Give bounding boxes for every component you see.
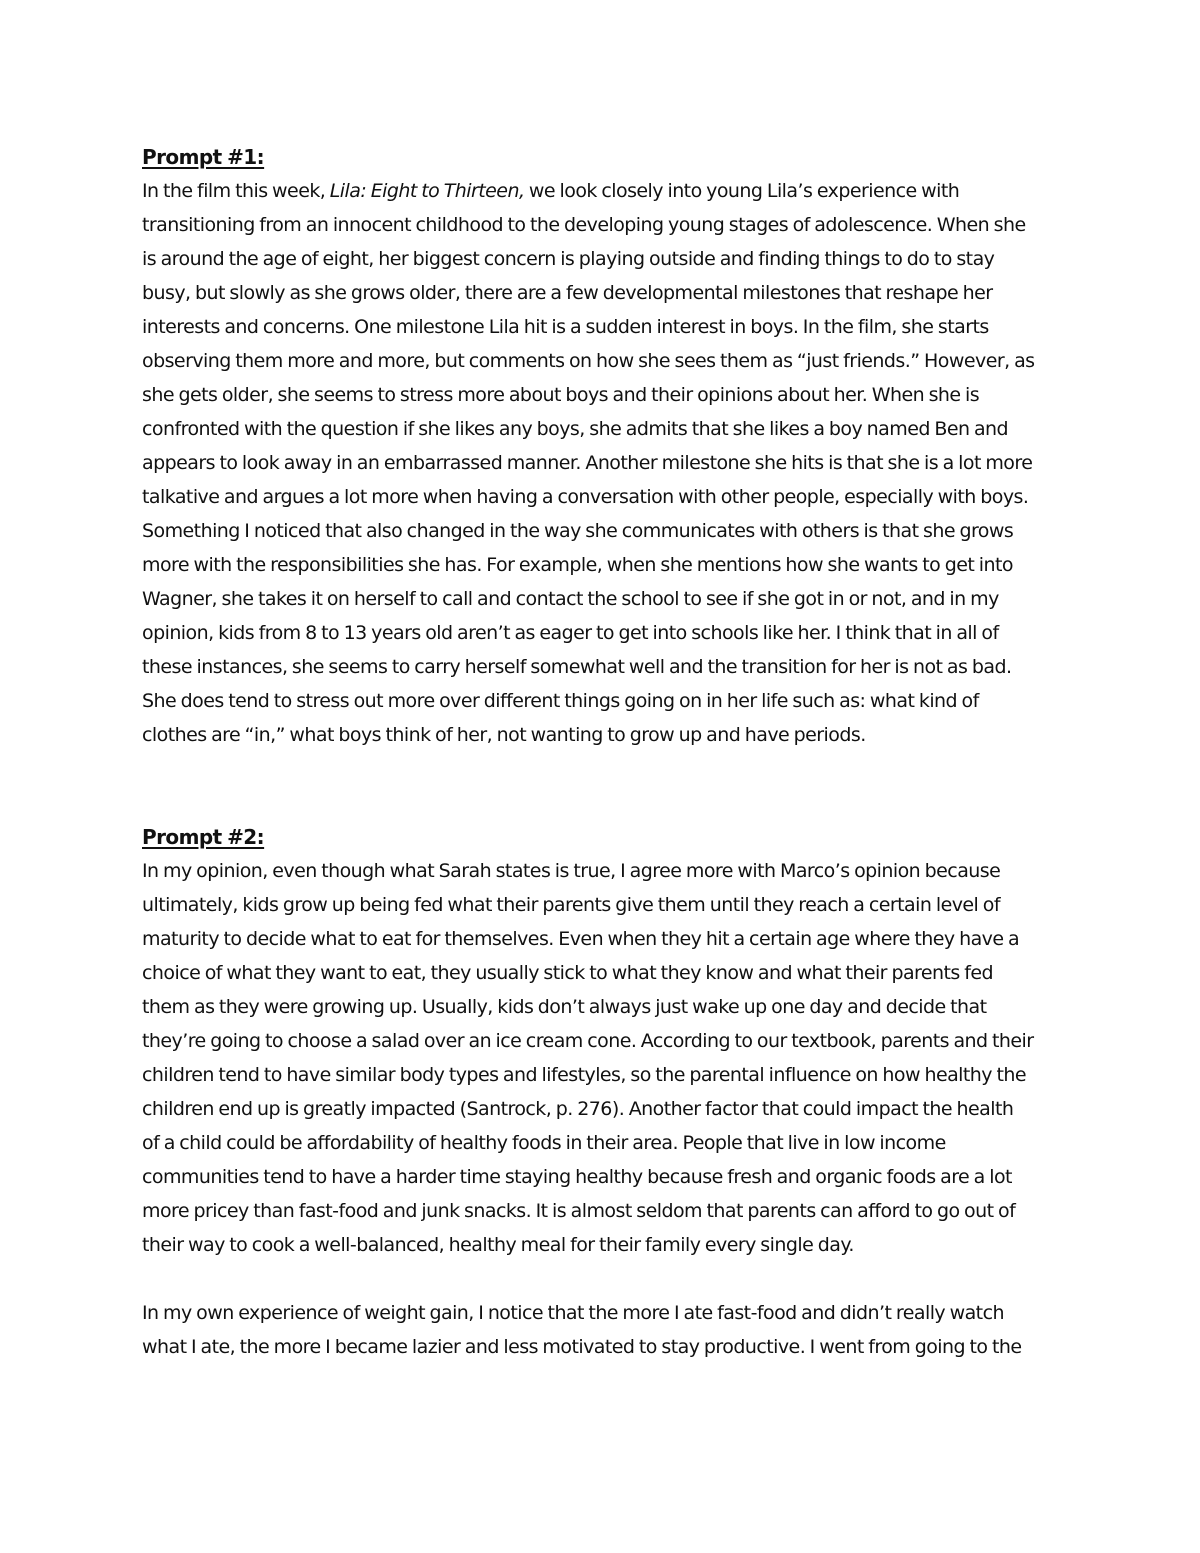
section-spacer [142, 752, 1072, 820]
paragraph-line: In my opinion, even though what Sarah states is true, I agree more with Marco’s opinion because [142, 860, 1001, 882]
paragraph-line: these instances, she seems to carry herself somewhat well and the transition for her is not as bad. [142, 656, 1012, 678]
paragraph-line: busy, but slowly as she grows older, there are a few developmental milestones that reshape her [142, 282, 993, 304]
paragraph-line: maturity to decide what to eat for themselves. Even when they hit a certain age where they have a [142, 928, 1020, 950]
paragraph-line: children end up is greatly impacted (Santrock, p. 276). Another factor that could impact the health [142, 1098, 1014, 1120]
film-title: Lila: Eight to Thirteen, [329, 180, 525, 202]
prompt-1-heading: Prompt #1: [142, 145, 265, 169]
paragraph-line: talkative and argues a lot more when having a conversation with other people, especially with boys. [142, 486, 1029, 508]
paragraph-line: them as they were growing up. Usually, kids don’t always just wake up one day and decide that [142, 996, 987, 1018]
paragraph-line: Wagner, she takes it on herself to call and contact the school to see if she got in or not, and in my [142, 588, 999, 610]
document-page [142, 140, 1072, 1364]
paragraph-line: She does tend to stress out more over different things going on in her life such as: what kind of [142, 690, 979, 712]
text-run: In the film this week, [142, 180, 330, 202]
paragraph-line: opinion, kids from 8 to 13 years old aren’t as eager to get into schools like her. I think that in all of [142, 622, 999, 644]
paragraph-line: more pricey than fast-food and junk snacks. It is almost seldom that parents can afford to go out of [142, 1200, 1016, 1222]
paragraph-line: appears to look away in an embarrassed manner. Another milestone she hits is that she is a lot more [142, 452, 1033, 474]
paragraph-line: transitioning from an innocent childhood to the developing young stages of adolescence. When she [142, 214, 1026, 236]
paragraph-line: communities tend to have a harder time staying healthy because fresh and organic foods are a lot [142, 1166, 1012, 1188]
paragraph-line: their way to cook a well-balanced, healthy meal for their family every single day. [142, 1234, 854, 1256]
paragraph-line: children tend to have similar body types and lifestyles, so the parental influence on how healthy the [142, 1064, 1027, 1086]
paragraph-line: of a child could be affordability of healthy foods in their area. People that live in low income [142, 1132, 946, 1154]
prompt-2-heading: Prompt #2: [142, 825, 265, 849]
paragraph-line: clothes are “in,” what boys think of her, not wanting to grow up and have periods. [142, 724, 866, 746]
paragraph-line: observing them more and more, but comments on how she sees them as “just friends.” However, as [142, 350, 1035, 372]
text-run: we look closely into young Lila’s experience with [524, 180, 960, 202]
prompt-1-paragraph [142, 174, 1072, 752]
paragraph-line: ultimately, kids grow up being fed what their parents give them until they reach a certain level of [142, 894, 1000, 916]
paragraph-line: is around the age of eight, her biggest concern is playing outside and finding things to do to stay [142, 248, 995, 270]
prompt-2-paragraph-2 [142, 1296, 1072, 1364]
paragraph-spacer [142, 1262, 1072, 1296]
paragraph-line: she gets older, she seems to stress more about boys and their opinions about her. When she is [142, 384, 980, 406]
prompt-2-paragraph-1 [142, 854, 1072, 1262]
paragraph-line: interests and concerns. One milestone Lila hit is a sudden interest in boys. In the film, she starts [142, 316, 989, 338]
paragraph-line [142, 174, 1072, 208]
paragraph-line: confronted with the question if she likes any boys, she admits that she likes a boy named Ben and [142, 418, 1009, 440]
paragraph-line: more with the responsibilities she has. For example, when she mentions how she wants to get into [142, 554, 1013, 576]
paragraph-line: what I ate, the more I became lazier and less motivated to stay productive. I went from going to the [142, 1336, 1022, 1358]
paragraph-line: Something I noticed that also changed in the way she communicates with others is that she grows [142, 520, 1014, 542]
paragraph-line: they’re going to choose a salad over an ice cream cone. According to our textbook, parents and their [142, 1030, 1034, 1052]
paragraph-line: In my own experience of weight gain, I notice that the more I ate fast-food and didn’t really watch [142, 1302, 1004, 1324]
paragraph-line: choice of what they want to eat, they usually stick to what they know and what their parents fed [142, 962, 994, 984]
